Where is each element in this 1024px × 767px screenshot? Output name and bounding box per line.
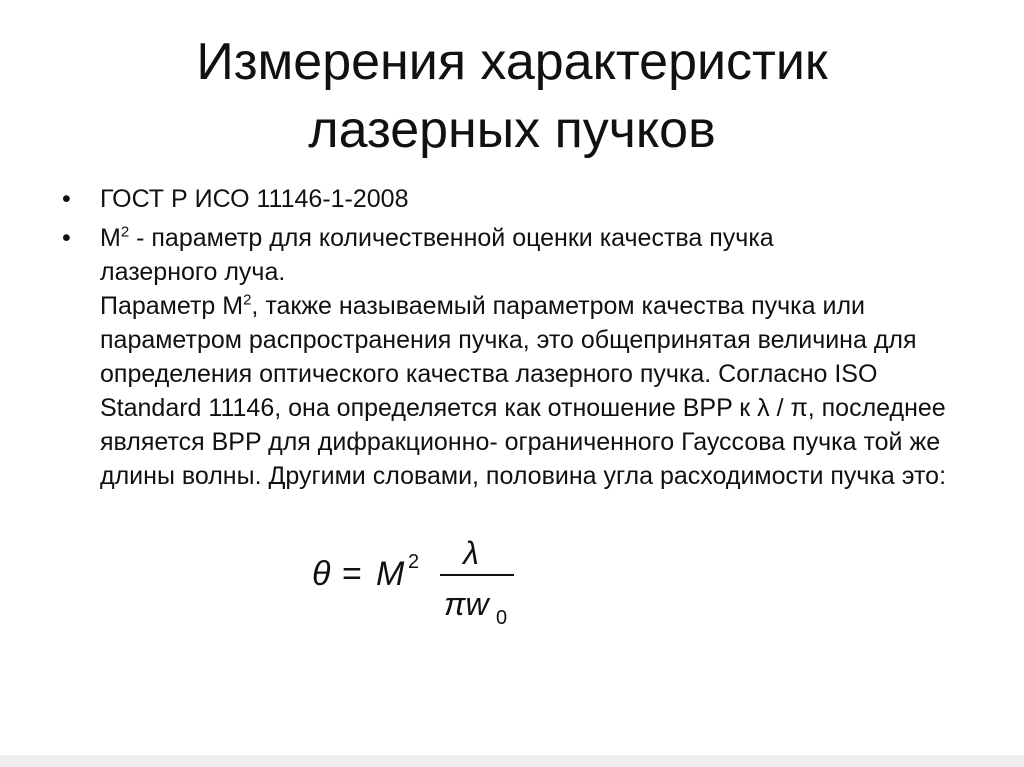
para-rest: , также называемый параметром качества пучка или параметром распространения пучка, это общепринятая величина для определения оптического качества лазерного пучка. Согласно ISO Standard 11146, она определяется как отношение BPP к λ / π, последнее является BPP для дифракционно- ограниченного Гауссова пучка той же длины волны. Другими словами, половина угла расходимости пучка это: (100, 292, 947, 490)
definition-text-cont: лазерного луча. (100, 258, 286, 286)
definition-text: - параметр для количественной оценки качества пучка (129, 224, 774, 252)
footer-strip (0, 755, 1024, 767)
m-superscript: 2 (120, 223, 130, 241)
formula-m: M (376, 555, 405, 593)
formula-exponent: 2 (408, 551, 420, 573)
title-line-1: Измерения характеристик (196, 33, 828, 91)
formula-denominator: πw (444, 586, 489, 622)
bullet-icon: • (62, 224, 71, 252)
bullet-item-m2 (62, 221, 962, 493)
slide-title (0, 28, 1024, 164)
bullet-icon: • (62, 185, 71, 213)
m-symbol: М (100, 224, 121, 252)
title-line-2: лазерных пучков (308, 101, 716, 159)
m2-description (100, 289, 962, 493)
bullet-list (62, 182, 962, 498)
gost-text: ГОСТ Р ИСО 11146-1-2008 (100, 185, 409, 213)
divergence-formula (308, 530, 528, 630)
formula-equals: = (342, 555, 362, 593)
formula-theta: θ (312, 555, 331, 593)
formula-subscript: 0 (496, 607, 508, 629)
para-superscript: 2 (243, 291, 252, 309)
bullet-item-gost (62, 182, 962, 216)
formula-numerator: λ (463, 535, 479, 571)
para-start: Параметр М (100, 292, 244, 320)
m2-definition (100, 221, 962, 289)
